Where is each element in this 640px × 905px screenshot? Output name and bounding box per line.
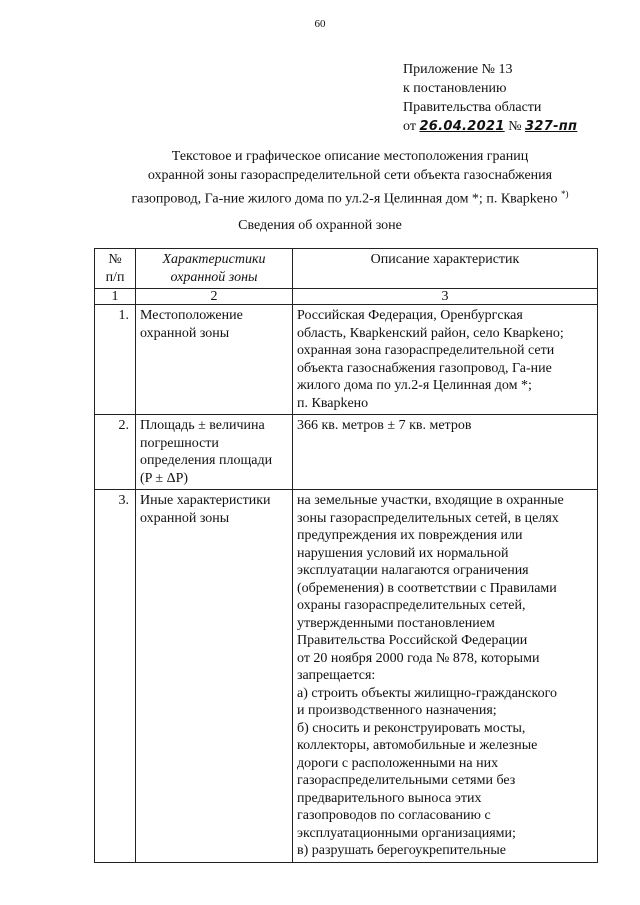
table-header-row [95, 249, 598, 289]
description-line: предупреждения их повреждения или [297, 528, 523, 543]
row-number: 2. [95, 415, 136, 490]
characteristic-line: Площадь ± величина [140, 418, 265, 433]
title-line-1: Текстовое и графическое описание местоположения границ [171, 149, 529, 164]
characteristic-line: (P ± ΔP) [140, 470, 189, 486]
description-line: запрещается: [297, 668, 376, 683]
header-char-line-1: Характеристики [162, 252, 266, 267]
appendix-date: 26.04.2021 [419, 119, 505, 134]
description-line: эксплуатации налагаются ограничения [297, 563, 529, 578]
table-row [95, 305, 598, 415]
row-description [293, 415, 598, 490]
row-number: 1. [95, 305, 136, 415]
section-title: Сведения об охранной зоне [238, 218, 402, 233]
description-line: коллекторы, автомобильные и железные [297, 738, 538, 753]
appendix-from-label: от [403, 119, 416, 134]
characteristic-line: охранной зоны [140, 325, 230, 341]
description-line: предварительного выноса этих [297, 790, 482, 806]
description-line: в) разрушать берегоукрепительные [297, 843, 507, 858]
characteristic-line: охранной зоны [140, 510, 230, 526]
header-char-line-2: охранной зоны [170, 269, 258, 285]
description-line: нарушения условий их нормальной [297, 545, 509, 561]
characteristic-line: Иные характеристики [140, 493, 271, 508]
appendix-date-line [403, 117, 577, 136]
title-line-2: охранной зоны газораспределительной сети объекта газоснабжения [147, 168, 553, 183]
description-line: 366 кв. метров ± 7 кв. метров [297, 418, 472, 433]
column-number-row [95, 289, 598, 305]
description-line: охранная зона газораспределительной сети [297, 343, 555, 358]
appendix-number: 327-пп [525, 119, 578, 134]
description-line: Российская Федерация, Оренбургская [297, 308, 523, 323]
description-line: объекта газоснабжения газопровод, Га-ние [297, 360, 552, 376]
row-number: 3. [95, 490, 136, 863]
column-number-1: 1 [95, 289, 136, 305]
description-line: газопроводов по согласованию с [297, 808, 491, 823]
description-line: жилого дома по ул.2-я Целинная дом *; [297, 378, 532, 393]
appendix-line-3: Правительства области [403, 100, 542, 115]
table-row [95, 490, 598, 863]
appendix-line-1: Приложение № 13 [403, 62, 513, 77]
column-number-2: 2 [136, 289, 293, 305]
header-description: Описание характеристик [293, 249, 598, 289]
description-line: охраны газораспределительных сетей, [297, 598, 526, 613]
description-line: дороги с расположенными на них [297, 755, 499, 771]
description-line: область, Кварkенский район, село Кварkено; [297, 325, 564, 341]
row-characteristic [136, 415, 293, 490]
characteristic-line: погрешности [140, 435, 219, 451]
description-line: от 20 ноября 2000 года № 878, которыми [297, 650, 540, 666]
protection-zone-table [94, 248, 598, 863]
description-line: п. Кварkено [297, 395, 369, 411]
row-characteristic [136, 305, 293, 415]
title-line-3-text: газопровод, Га-ние жилого дома по ул.2-я Целинная дом *; п. Кварkено [131, 191, 558, 207]
header-num-line-1: № [108, 252, 122, 267]
page-number: 60 [314, 18, 326, 30]
row-characteristic [136, 490, 293, 863]
table-row [95, 415, 598, 490]
document-title [60, 147, 640, 209]
title-line-3 [60, 185, 640, 209]
description-line: эксплуатационными организациями; [297, 825, 516, 841]
title-footnote-mark: *) [561, 189, 569, 199]
appendix-line-2: к постановлению [403, 81, 507, 96]
description-line: газораспределительными сетями без [297, 773, 516, 788]
description-line: зоны газораспределительных сетей, в целях [297, 510, 559, 526]
row-description [293, 305, 598, 415]
description-line: на земельные участки, входящие в охранные [297, 493, 564, 508]
description-line: (обременения) в соответствии с Правилами [297, 580, 557, 596]
characteristic-line: определения площади [140, 453, 273, 468]
description-line: утвержденными постановлением [297, 615, 495, 631]
characteristic-line: Местоположение [140, 308, 243, 323]
appendix-block [403, 60, 577, 136]
description-line: и производственного назначения; [297, 703, 497, 718]
header-num-line-2: п/п [105, 269, 125, 285]
table-body [95, 305, 598, 863]
header-num [95, 249, 136, 289]
description-line: Правительства Российской Федерации [297, 633, 528, 648]
appendix-number-label: № [508, 119, 522, 134]
description-line: б) сносить и реконструировать мосты, [297, 720, 526, 736]
column-number-3: 3 [293, 289, 598, 305]
row-description [293, 490, 598, 863]
header-characteristics [136, 249, 293, 289]
description-line: а) строить объекты жилищно-гражданского [297, 685, 557, 701]
